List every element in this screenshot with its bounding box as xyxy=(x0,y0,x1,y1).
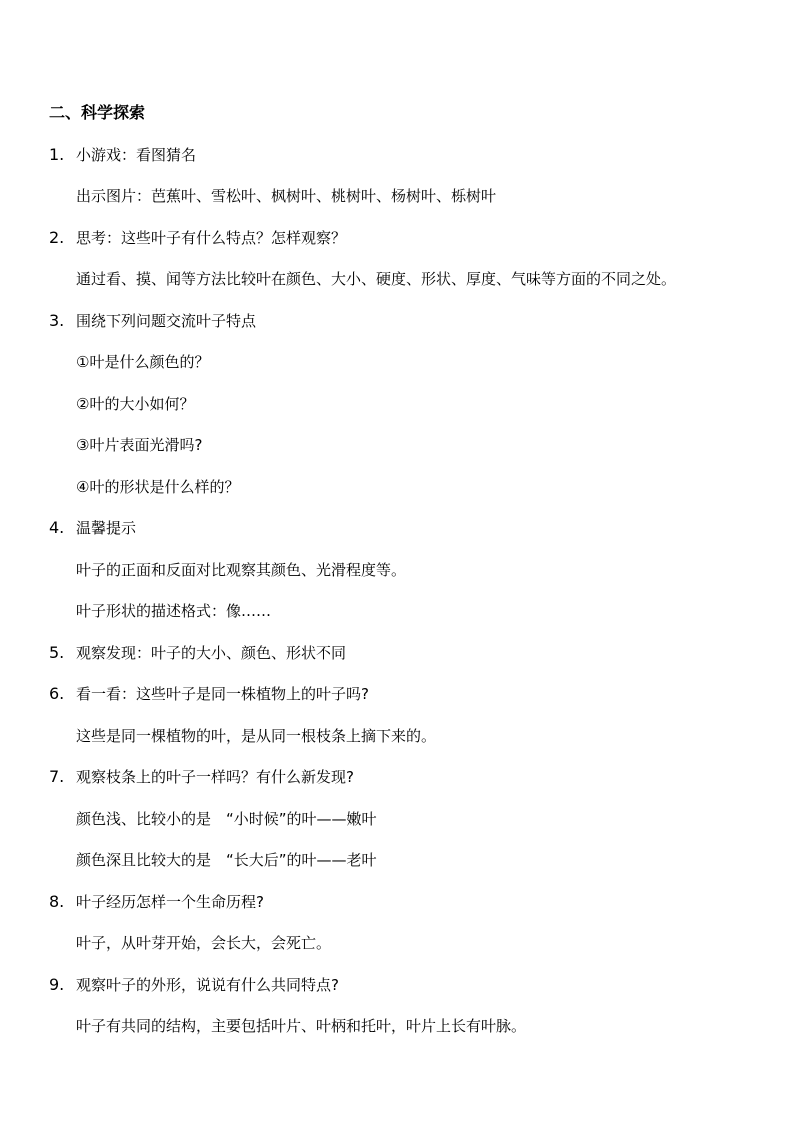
item-title: 思考：这些叶子有什么特点？怎样观察？ xyxy=(76,229,347,247)
item-detail: ①叶是什么颜色的？ xyxy=(76,353,210,371)
item-title: 观察发现：叶子的大小、颜色、形状不同 xyxy=(76,644,347,662)
section-title: 二、科学探索 xyxy=(49,103,146,122)
item-number: 1. xyxy=(49,145,65,164)
item-number: 9. xyxy=(49,975,65,994)
item-detail: 通过看、摸、闻等方法比较叶在颜色、大小、硬度、形状、厚度、气味等方面的不同之处。 xyxy=(76,270,677,288)
item-title: 围绕下列问题交流叶子特点 xyxy=(76,312,257,330)
item-detail: 颜色深且比较大的是 “长大后”的叶——老叶 xyxy=(76,851,377,869)
item-title: 看一看：这些叶子是同一株植物上的叶子吗? xyxy=(76,685,369,703)
item-title: 温馨提示 xyxy=(76,519,137,537)
item-detail: 出示图片：芭蕉叶、雪松叶、枫树叶、桃树叶、杨树叶、栎树叶 xyxy=(76,187,497,205)
item-title: 小游戏：看图猜名 xyxy=(76,146,197,164)
item-number: 4. xyxy=(49,518,65,537)
item-title: 观察叶子的外形，说说有什么共同特点? xyxy=(76,976,339,994)
item-detail: 叶子形状的描述格式：像…… xyxy=(76,602,272,620)
item-detail: ④叶的形状是什么样的？ xyxy=(76,478,240,496)
item-detail: 这些是同一棵植物的叶，是从同一根枝条上摘下来的。 xyxy=(76,727,437,745)
item-detail: 颜色浅、比较小的是 “小时候”的叶——嫩叶 xyxy=(76,810,377,828)
item-detail: ③叶片表面光滑吗? xyxy=(76,436,203,454)
item-number: 8. xyxy=(49,892,65,911)
item-number: 6. xyxy=(49,684,65,703)
item-number: 2. xyxy=(49,228,65,247)
item-title: 叶子经历怎样一个生命历程? xyxy=(76,893,264,911)
item-detail: 叶子，从叶芽开始，会长大，会死亡。 xyxy=(76,934,332,952)
item-title: 观察枝条上的叶子一样吗？有什么新发现? xyxy=(76,768,354,786)
item-detail: ②叶的大小如何？ xyxy=(76,395,195,413)
item-detail: 叶子有共同的结构，主要包括叶片、叶柄和托叶，叶片上长有叶脉。 xyxy=(76,1017,527,1035)
item-detail: 叶子的正面和反面对比观察其颜色、光滑程度等。 xyxy=(76,561,407,579)
item-number: 5. xyxy=(49,643,65,662)
item-number: 7. xyxy=(49,767,65,786)
item-number: 3. xyxy=(49,311,65,330)
